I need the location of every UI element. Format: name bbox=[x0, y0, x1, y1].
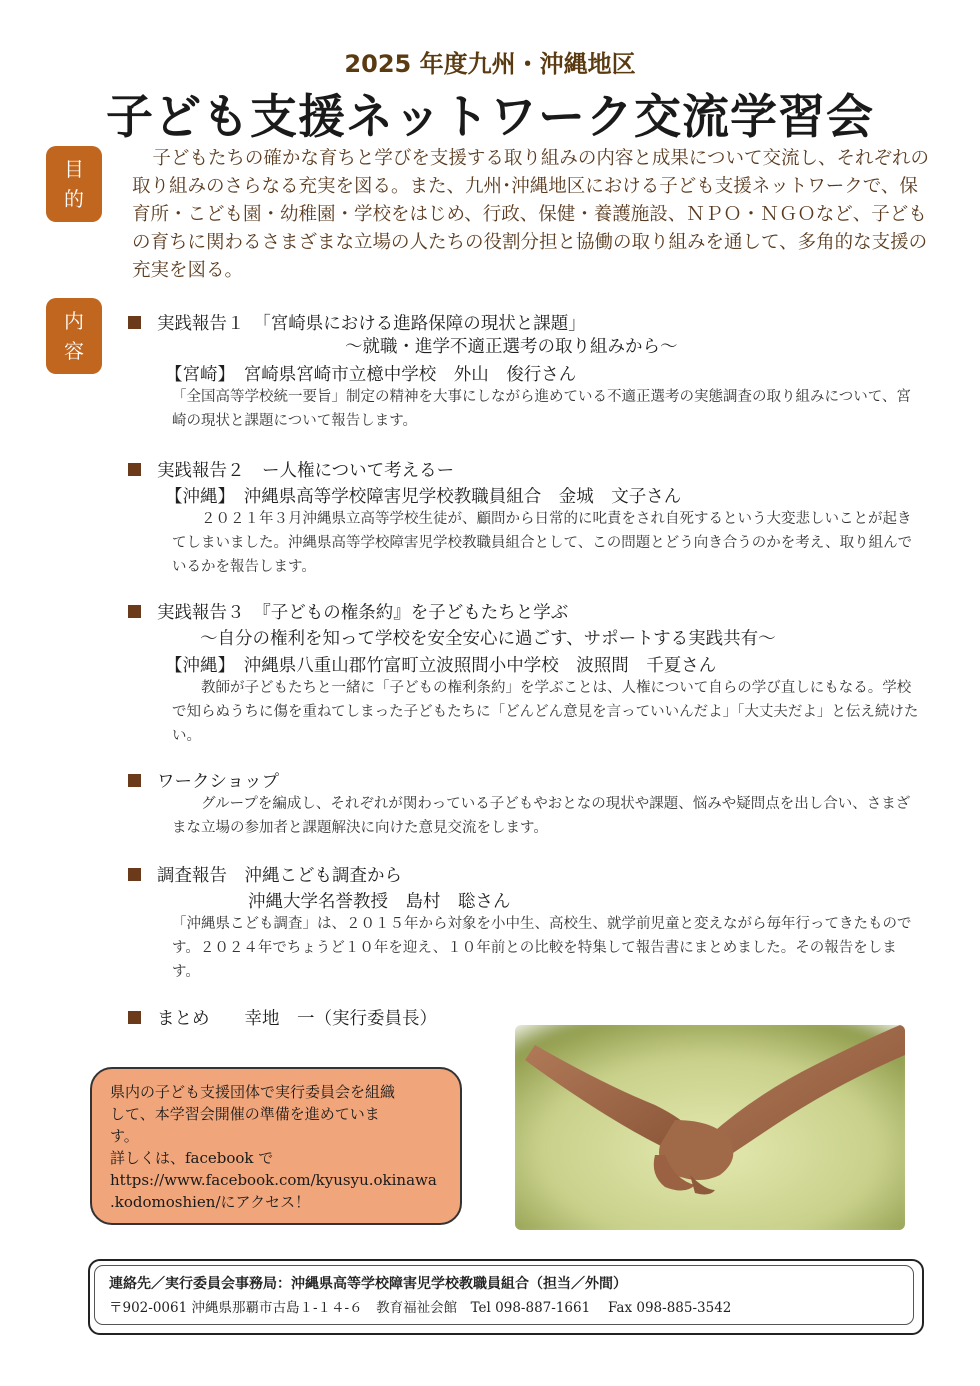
purpose-tag-char-1: 目 bbox=[64, 157, 84, 181]
event-subtitle: 2025 年度九州・沖縄地区 bbox=[344, 50, 636, 78]
content-tag bbox=[46, 298, 102, 374]
square-bullet-icon bbox=[128, 316, 141, 329]
survey-heading bbox=[128, 862, 402, 887]
report1-heading bbox=[128, 310, 586, 335]
contact-line-1: 連絡先／実行委員会事務局：沖縄県高等学校障害児学校教職員組合（担当／外間） bbox=[109, 1276, 627, 1292]
report3-body: 教師が子どもたちと一緒に「子どもの権利条約」を学ぶことは、人権について自らの学び直しにもなる。学校で知らぬうちに傷を重ねてしまった子どもたちに「どんどん意見を言っていいんだよ」「大丈夫だよ」と伝え続けたい。 bbox=[172, 680, 919, 744]
content-tag-char-1: 内 bbox=[64, 309, 84, 333]
purpose-tag bbox=[46, 146, 102, 222]
note-line: .kodomoshien/にアクセス！ bbox=[110, 1193, 311, 1211]
report3-heading bbox=[128, 599, 568, 624]
report1-subheading: ～就職・進学不適正選考の取り組みから～ bbox=[345, 337, 678, 357]
purpose-text bbox=[132, 145, 932, 285]
note-line: 県内の子ども支援団体で実行委員会を組織 bbox=[110, 1083, 396, 1101]
report3-presenter: 【沖縄】 沖縄県八重山郡竹富町立波照間小中学校 波照間 千夏さん bbox=[165, 656, 717, 676]
contact-line-2: 〒902-0061 沖縄県那覇市古島１-１４-６ 教育福祉会館 Tel 098-887-1661 Fax 098-885-3542 bbox=[109, 1300, 732, 1316]
square-bullet-icon bbox=[128, 1011, 141, 1024]
workshop-heading bbox=[128, 768, 279, 793]
report2-presenter: 【沖縄】 沖縄県高等学校障害児学校教職員組合 金城 文子さん bbox=[165, 487, 682, 507]
report2-heading-text: 実践報告２ ー人権について考えるー bbox=[157, 461, 455, 481]
content-tag-char-2: 容 bbox=[64, 339, 84, 363]
report1-body: 「全国高等学校統一要旨」制定の精神を大事にしながら進めている不適正選考の実態調査の取り組みについて、宮崎の現状と課題について報告します。 bbox=[172, 389, 911, 429]
workshop-body: グループを編成し、それぞれが関わっている子どもやおとなの現状や課題、悩みや疑問点を出し合い、さまざまな立場の参加者と課題解決に向けた意見交流をします。 bbox=[172, 796, 911, 836]
survey-body: 「沖縄県こども調査」は、２０１５年から対象を小中生、高校生、就学前児童と変えながら毎年行ってきたものです。２０２４年でちょうど１０年を迎え、１０年前との比較を特集して報告書にまとめました。その報告をします。 bbox=[172, 916, 912, 980]
report1-presenter: 【宮崎】 宮崎県宮崎市立檍中学校 外山 俊行さん bbox=[165, 365, 577, 385]
note-line: す。 bbox=[110, 1127, 139, 1145]
report2-heading bbox=[128, 457, 454, 482]
report1-heading-text: 実践報告１ 「宮崎県における進路保障の現状と課題」 bbox=[157, 314, 586, 334]
contact-box bbox=[94, 1265, 914, 1325]
workshop-heading-text: ワークショップ bbox=[157, 772, 280, 792]
report2-body: ２０２１年３月沖縄県立高等学校生徒が、顧問から日常的に叱責をされ自死するという大変悲しいことが起きてしまいました。沖縄県高等学校障害児学校教職員組合として、この問題とどう向き合うのかを考え、取り組んでいるかを報告します。 bbox=[172, 511, 913, 575]
square-bullet-icon bbox=[128, 605, 141, 618]
survey-presenter: 沖縄大学名誉教授 島村 聡さん bbox=[248, 892, 511, 912]
holding-hands-icon bbox=[515, 1025, 905, 1230]
purpose-tag-char-2: 的 bbox=[64, 187, 84, 211]
holding-hands-photo bbox=[515, 1025, 905, 1230]
survey-heading-text: 調査報告 沖縄こども調査から bbox=[157, 866, 402, 886]
square-bullet-icon bbox=[128, 868, 141, 881]
report3-subheading: ～自分の権利を知って学校を安全安心に過ごす、サポートする実践共有～ bbox=[200, 629, 776, 649]
note-line: して、本学習会開催の準備を進めていま bbox=[110, 1105, 380, 1123]
square-bullet-icon bbox=[128, 463, 141, 476]
summary-heading-text: まとめ 幸地 一（実行委員長） bbox=[157, 1009, 437, 1029]
purpose-paragraph: 子どもたちの確かな育ちと学びを支援する取り組みの内容と成果について交流し、それぞれの取り組みのさらなる充実を図る。また、九州･沖縄地区における子ども支援ネットワークで、保育所・こども園・幼稚園・学校をはじめ、行政、保健・養護施設、ＮＰＯ・ＮＧＯなど、子どもの育ちに関わるさまざまな立場の人たちの役割分担と協働の取り組みを通して、多角的な支援の充実を図る。 bbox=[132, 148, 929, 281]
report3-heading-text: 実践報告３ 『子どもの権条約』を子どもたちと学ぶ bbox=[157, 603, 569, 623]
event-title: 子ども支援ネットワーク交流学習会 bbox=[106, 90, 874, 145]
square-bullet-icon bbox=[128, 774, 141, 787]
note-facebook-link[interactable]: https://www.facebook.com/kyusyu.okinawa bbox=[110, 1171, 437, 1189]
info-note-box bbox=[90, 1067, 462, 1225]
summary-heading bbox=[128, 1005, 437, 1030]
note-line: 詳しくは、facebook で bbox=[110, 1149, 274, 1167]
